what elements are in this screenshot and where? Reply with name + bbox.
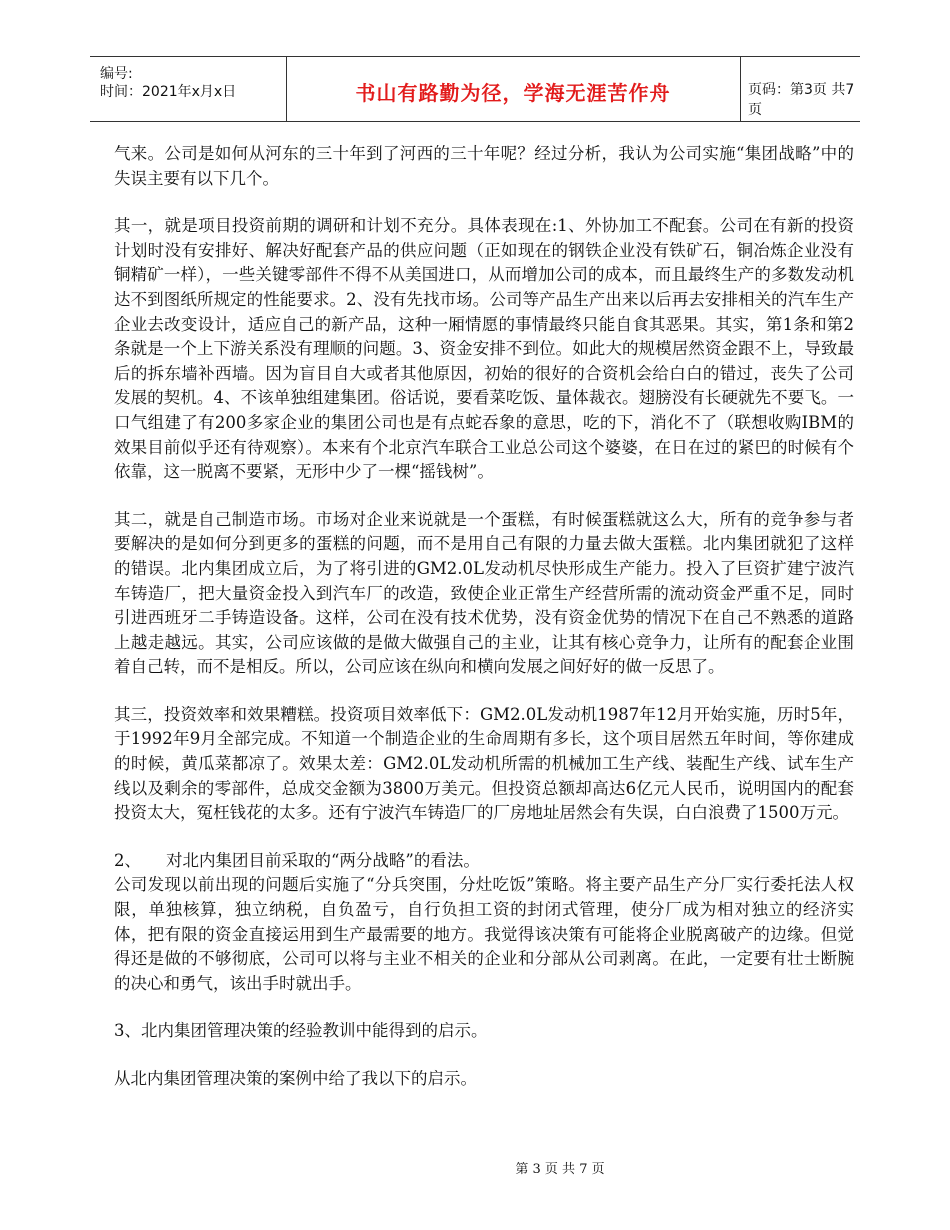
- header-left-cell: [90, 57, 287, 121]
- section-heading-3: [114, 1019, 854, 1044]
- section-heading-2: [114, 849, 854, 874]
- footer-page-number: 第 3 页 共 7 页: [515, 1162, 605, 1177]
- section-title-3: 北内集团管理决策的经验教训中能得到的启示。: [141, 1021, 488, 1041]
- header-right-cell: [740, 57, 860, 121]
- page-footer: [0, 1158, 950, 1177]
- header-middle-cell: [286, 57, 741, 121]
- page-header: [90, 56, 860, 122]
- header-motto: 书山有路勤为径，学海无涯苦作舟: [355, 81, 671, 105]
- serial-label: 编号:: [100, 66, 133, 82]
- section-title-2: 对北内集团目前采取的“两分战略”的看法。: [166, 850, 480, 870]
- paragraph-point-three: 其三，投资效率和效果糟糕。投资项目效率低下：GM2.0L发动机1987年12月开始实施，历时5年，于1992年9月全部完成。不知道一个制造企业的生命周期有多长，这个项目居然五年时间，等你建成的时候，黄瓜菜都凉了。效果太差：GM2.0L发动机所需的机械加工生产线、装配生产线、试车生产线以及剩余的零部件，总成交金额为3800万美元。但投资总额却高达6亿元人民币，说明国内的配套投资太大，冤枉钱花的太多。还有宁波汽车铸造厂的厂房地址居然会有失误，白白浪费了1500万元。: [114, 704, 854, 823]
- paragraph-lessons: 从北内集团管理决策的案例中给了我以下的启示。: [114, 1069, 477, 1088]
- section-number-2: 2、: [114, 850, 141, 870]
- date-label: 时间：2021年x月x日: [100, 84, 237, 100]
- paragraph-point-two: 其二，就是自己制造市场。市场对企业来说就是一个蛋糕，有时候蛋糕就这么大，所有的竞争参与者要解决的是如何分到更多的蛋糕的问题，而不是用自己有限的力量去做大蛋糕。北内集团就犯了这样的错误。北内集团成立后，为了将引进的GM2.0L发动机尽快形成生产能力。投入了巨资扩建宁波汽车铸造厂，把大量资金投入到汽车厂的改造，致使企业正常生产经营所需的流动资金严重不足，同时引进西班牙二手铸造设备。这样，公司在没有技术优势，没有资金优势的情况下在自己不熟悉的道路上越走越远。其实，公司应该做的是做大做强自己的主业，让其有核心竞争力，让所有的配套企业围着自己转，而不是相反。所以，公司应该在纵向和横向发展之间好好的做一反思了。: [114, 509, 854, 677]
- section-number-3: 3、: [114, 1021, 141, 1041]
- paragraph-point-one: 其一，就是项目投资前期的调研和计划不充分。具体表现在:1、外协加工不配套。公司在有新的投资计划时没有安排好、解决好配套产品的供应问题（正如现在的钢铁企业没有铁矿石，铜冶炼企业没有铜精矿一样），一些关键零部件不得不从美国进口，从而增加公司的成本，而且最终生产的多数发动机达不到图纸所规定的性能要求。2、没有先找市场。公司等产品生产出来以后再去安排相关的汽车生产企业去改变设计，适应自己的新产品，这种一厢情愿的事情最终只能自食其恶果。其实，第1条和第2条就是一个上下游关系没有理顺的问题。3、资金安排不到位。如此大的规模居然资金跟不上，导致最后的拆东墙补西墙。因为盲目自大或者其他原因，初始的很好的合资机会给白白的错过，丧失了公司发展的契机。4、不该单独组建集团。俗话说，要看菜吃饭、量体裁衣。翅膀没有长硬就先不要飞。一口气组建了有200多家企业的集团公司也是有点蛇吞象的意思，吃的下，消化不了（联想收购IBM的效果目前似乎还有待观察）。本来有个北京汽车联合工业总公司这个婆婆，在日在过的紧巴的时候有个依靠，这一脱离不要紧，无形中少了一棵“摇钱树”。: [114, 216, 854, 482]
- paragraph-two-strategy: 公司发现以前出现的问题后实施了“分兵突围，分灶吃饭”策略。将主要产品生产分厂实行委托法人权限，单独核算，独立纳税，自负盈亏，自行负担工资的封闭式管理，使分厂成为相对独立的经济实体，把有限的资金直接运用到生产最需要的地方。我觉得该决策有可能将企业脱离破产的边缘。但觉得还是做的不够彻底，公司可以将与主业不相关的企业和分部从公司剥离。在此，一定要有壮士断腕的决心和勇气，该出手时就出手。: [114, 875, 854, 993]
- header-page-info: 页码：第3页 共7页: [748, 82, 855, 118]
- document-body: [114, 142, 854, 1092]
- paragraph-intro: 气来。公司是如何从河东的三十年到了河西的三十年呢？经过分析，我认为公司实施“集团战略”中的失误主要有以下几个。: [114, 144, 854, 188]
